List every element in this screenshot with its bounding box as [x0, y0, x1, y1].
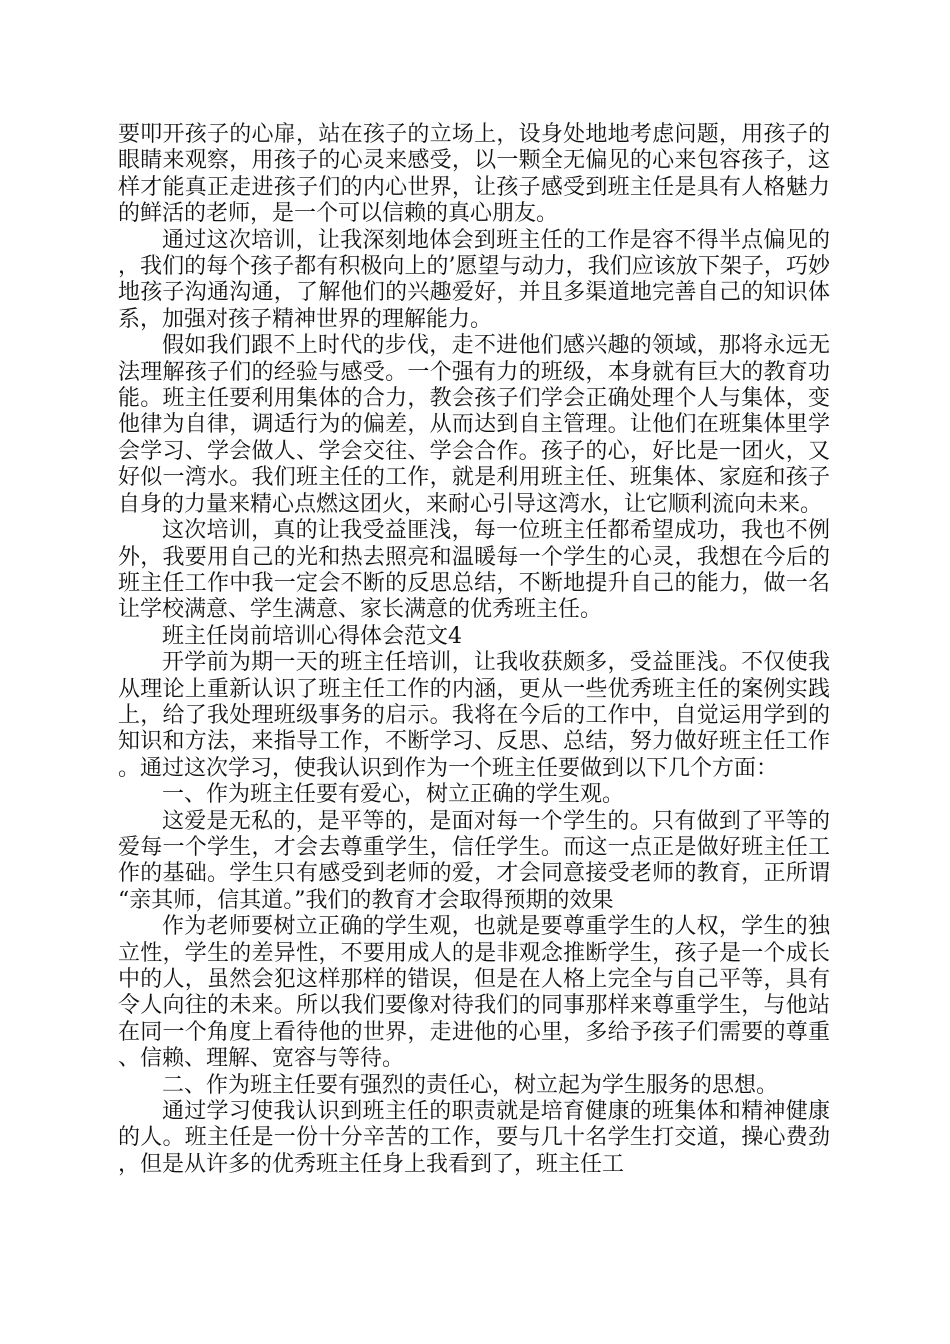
- point-heading-1: 一、作为班主任要有爱心，树立正确的学生观。: [162, 782, 625, 808]
- paragraph-2: 通过这次培训，让我深刻地体会到班主任的工作是容不得半点偏见的，我们的每个孩子都有积极向上的’愿望与动力，我们应该放下架子，巧妙地孩子沟通沟通，了解他们的兴趣爱好，并且多渠道地完善自己的知识体系，加强对孩子精神世界的理解能力。: [118, 227, 830, 332]
- paragraph-3: 假如我们跟不上时代的步伐，走不进他们感兴趣的领域，那将永远无法理解孩子们的经验与感受。一个强有力的班级，本身就有巨大的教育功能。班主任要利用集体的合力，教会孩子们学会正确处理个人与集体，变他律为自律，调适行为的偏差，从而达到自主管理。让他们在班集体里学会学习、学会做人、学会交往、学会合作。孩子的心，好比是一团火，又好似一湾水。我们班主任的工作，就是利用班主任、班集体、家庭和孩子自身的力量来精心点燃这团火，来耐心引导这湾水，让它顺利流向未来。: [118, 333, 830, 517]
- paragraph-8: 通过学习使我认识到班主任的职责就是培育健康的班集体和精神健康的人。班主任是一份十分辛苦的工作，要与几十名学生打交道，操心费劲，但是从许多的优秀班主任身上我看到了，班主任工: [118, 1099, 830, 1177]
- section-heading: 班主任岗前培训心得体会范文4: [162, 623, 462, 649]
- document-page: [118, 122, 830, 1178]
- paragraph-6: 这爱是无私的，是平等的，是面对每一个学生的。只有做到了平等的爱每一个学生，才会去尊重学生，信任学生。而这一点正是做好班主任工作的基础。学生只有感受到老师的爱，才会同意接受老师的教育，正所谓“亲其师，信其道。”我们的教育才会取得预期的效果: [118, 808, 830, 913]
- point-heading-2: 二、作为班主任要有强烈的责任心，树立起为学生服务的思想。: [162, 1072, 779, 1098]
- paragraph-1: 要叩开孩子的心扉，站在孩子的立场上，设身处地地考虑问题，用孩子的眼睛来观察，用孩子的心灵来感受，以一颗全无偏见的心来包容孩子，这样才能真正走进孩子们的内心世界，让孩子感受到班主任是具有人格魅力的鲜活的老师，是一个可以信赖的真心朋友。: [118, 122, 830, 227]
- paragraph-4: 这次培训，真的让我受益匪浅，每一位班主任都希望成功，我也不例外，我要用自己的光和热去照亮和温暖每一个学生的心灵，我想在今后的班主任工作中我一定会不断的反思总结，不断地提升自己的能力，做一名让学校满意、学生满意、家长满意的优秀班主任。: [118, 518, 830, 623]
- paragraph-7: 作为老师要树立正确的学生观，也就是要尊重学生的人权，学生的独立性，学生的差异性，不要用成人的是非观念推断学生，孩子是一个成长中的人，虽然会犯这样那样的错误，但是在人格上完全与自己平等，具有令人向往的未来。所以我们要像对待我们的同事那样来尊重学生，与他站在同一个角度上看待他的世界，走进他的心里，多给予孩子们需要的尊重、信赖、理解、宽容与等待。: [118, 914, 830, 1072]
- paragraph-5: 开学前为期一天的班主任培训，让我收获颇多，受益匪浅。不仅使我从理论上重新认识了班主任工作的内涵，更从一些优秀班主任的案例实践上，给了我处理班级事务的启示。我将在今后的工作中，自觉运用学到的知识和方法，来指导工作，不断学习、反思、总结，努力做好班主任工作。通过这次学习，使我认识到作为一个班主任要做到以下几个方面：: [118, 650, 830, 781]
